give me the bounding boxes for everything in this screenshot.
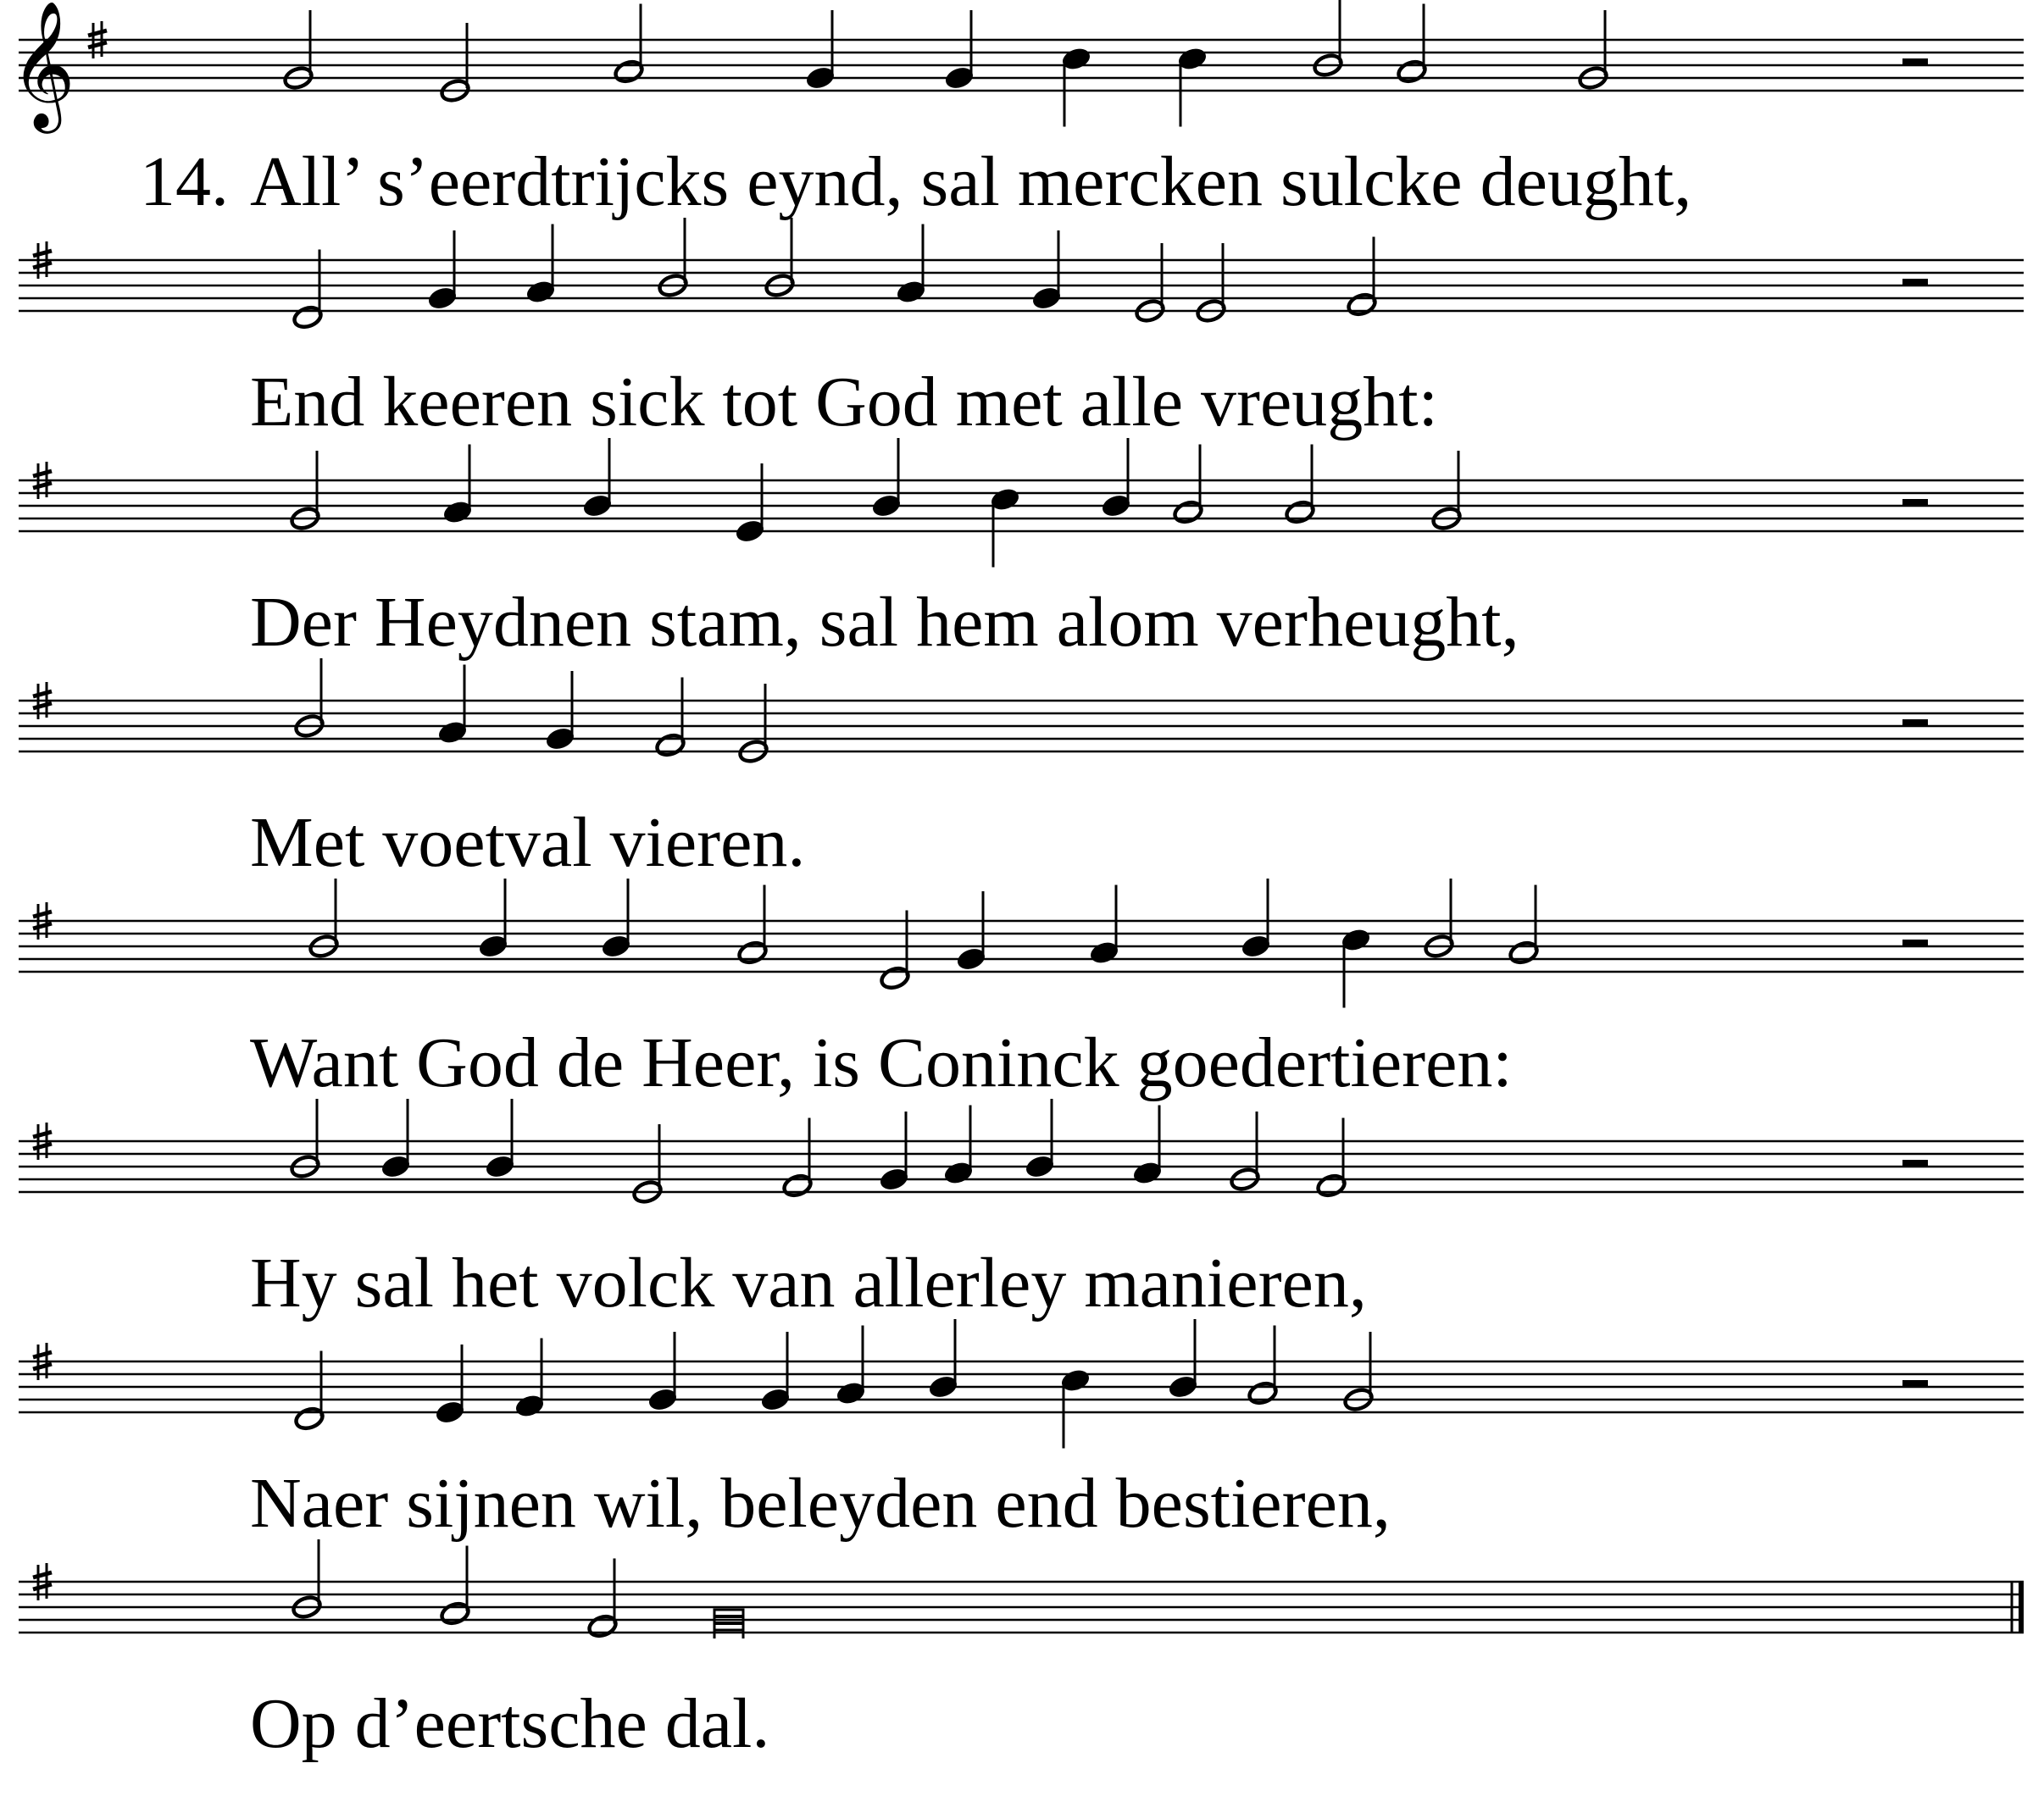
note bbox=[927, 1319, 958, 1400]
note bbox=[1340, 927, 1371, 1007]
note bbox=[895, 225, 926, 305]
note bbox=[293, 1351, 325, 1432]
half-rest-icon bbox=[1902, 719, 1928, 726]
lyric-line: Hy sal het volck van allerley manieren, bbox=[250, 1244, 1367, 1322]
note bbox=[484, 1099, 515, 1179]
note bbox=[734, 463, 765, 544]
note bbox=[1167, 1319, 1198, 1400]
lyric-line: Naer sijnen wil, beleyden end bestieren, bbox=[250, 1464, 1391, 1543]
note bbox=[955, 891, 986, 972]
staff-system bbox=[19, 1539, 2024, 1763]
lyric-line: Op d’eertsche dal. bbox=[250, 1684, 770, 1763]
half-rest-icon bbox=[1902, 1380, 1928, 1387]
note bbox=[426, 230, 458, 311]
note bbox=[1346, 237, 1377, 318]
staff-system bbox=[19, 1319, 2024, 1543]
note bbox=[781, 1118, 813, 1199]
note bbox=[1131, 1106, 1163, 1186]
note bbox=[581, 438, 613, 518]
note bbox=[1284, 445, 1315, 525]
treble-clef-icon: 𝄞 bbox=[10, 0, 75, 128]
note bbox=[439, 1546, 470, 1627]
half-rest-icon bbox=[1902, 279, 1928, 286]
lyric-line: All’ s’eerdtrijcks eynd, sal mercken sulcke deught, bbox=[250, 142, 1692, 221]
lyric-line: Der Heydnen stam, sal hem alom verheught, bbox=[250, 583, 1519, 662]
note bbox=[442, 445, 473, 525]
note bbox=[759, 1332, 791, 1412]
staff-system bbox=[19, 1099, 2024, 1322]
staff-system bbox=[10, 0, 2024, 221]
note bbox=[1059, 1367, 1091, 1448]
note bbox=[380, 1099, 411, 1179]
note bbox=[1315, 1118, 1347, 1199]
note bbox=[943, 10, 975, 91]
note bbox=[1024, 1099, 1055, 1179]
note bbox=[804, 10, 836, 91]
note bbox=[1176, 46, 1208, 126]
note bbox=[870, 438, 902, 518]
note bbox=[714, 1610, 743, 1638]
note bbox=[1240, 879, 1271, 959]
note bbox=[1088, 885, 1119, 966]
note bbox=[1030, 230, 1062, 311]
note bbox=[613, 4, 644, 85]
note bbox=[514, 1339, 545, 1419]
note bbox=[600, 879, 631, 959]
lyric-line: Want God de Heer, is Coninck goedertieren: bbox=[250, 1023, 1513, 1102]
note bbox=[544, 671, 575, 751]
note bbox=[1396, 4, 1427, 85]
half-rest-icon bbox=[1902, 1160, 1928, 1167]
note bbox=[736, 885, 768, 966]
note bbox=[1060, 46, 1091, 126]
note bbox=[942, 1106, 974, 1186]
note bbox=[989, 486, 1020, 567]
note bbox=[586, 1559, 618, 1639]
note bbox=[434, 1345, 465, 1425]
half-rest-icon bbox=[1902, 499, 1928, 506]
note bbox=[436, 665, 468, 746]
note bbox=[654, 678, 686, 758]
note bbox=[878, 1112, 909, 1192]
lyric-line: Met voetval vieren. bbox=[250, 803, 806, 882]
note bbox=[647, 1332, 678, 1412]
lyric-line: End keeren sick tot God met alle vreught: bbox=[250, 363, 1438, 441]
note bbox=[477, 879, 508, 959]
half-rest-icon bbox=[1902, 940, 1928, 946]
stanza-number: 14. bbox=[140, 142, 229, 221]
note bbox=[292, 250, 323, 330]
half-rest-icon bbox=[1902, 58, 1928, 65]
staff-system bbox=[19, 879, 2024, 1102]
note bbox=[525, 225, 556, 305]
note bbox=[1100, 438, 1131, 518]
note bbox=[879, 911, 910, 991]
staff-system bbox=[19, 438, 2024, 662]
note bbox=[1508, 885, 1539, 966]
note bbox=[835, 1326, 866, 1406]
note bbox=[1172, 445, 1203, 525]
staff-system bbox=[19, 658, 2024, 882]
staff-system bbox=[19, 218, 2024, 441]
note bbox=[1247, 1326, 1278, 1406]
